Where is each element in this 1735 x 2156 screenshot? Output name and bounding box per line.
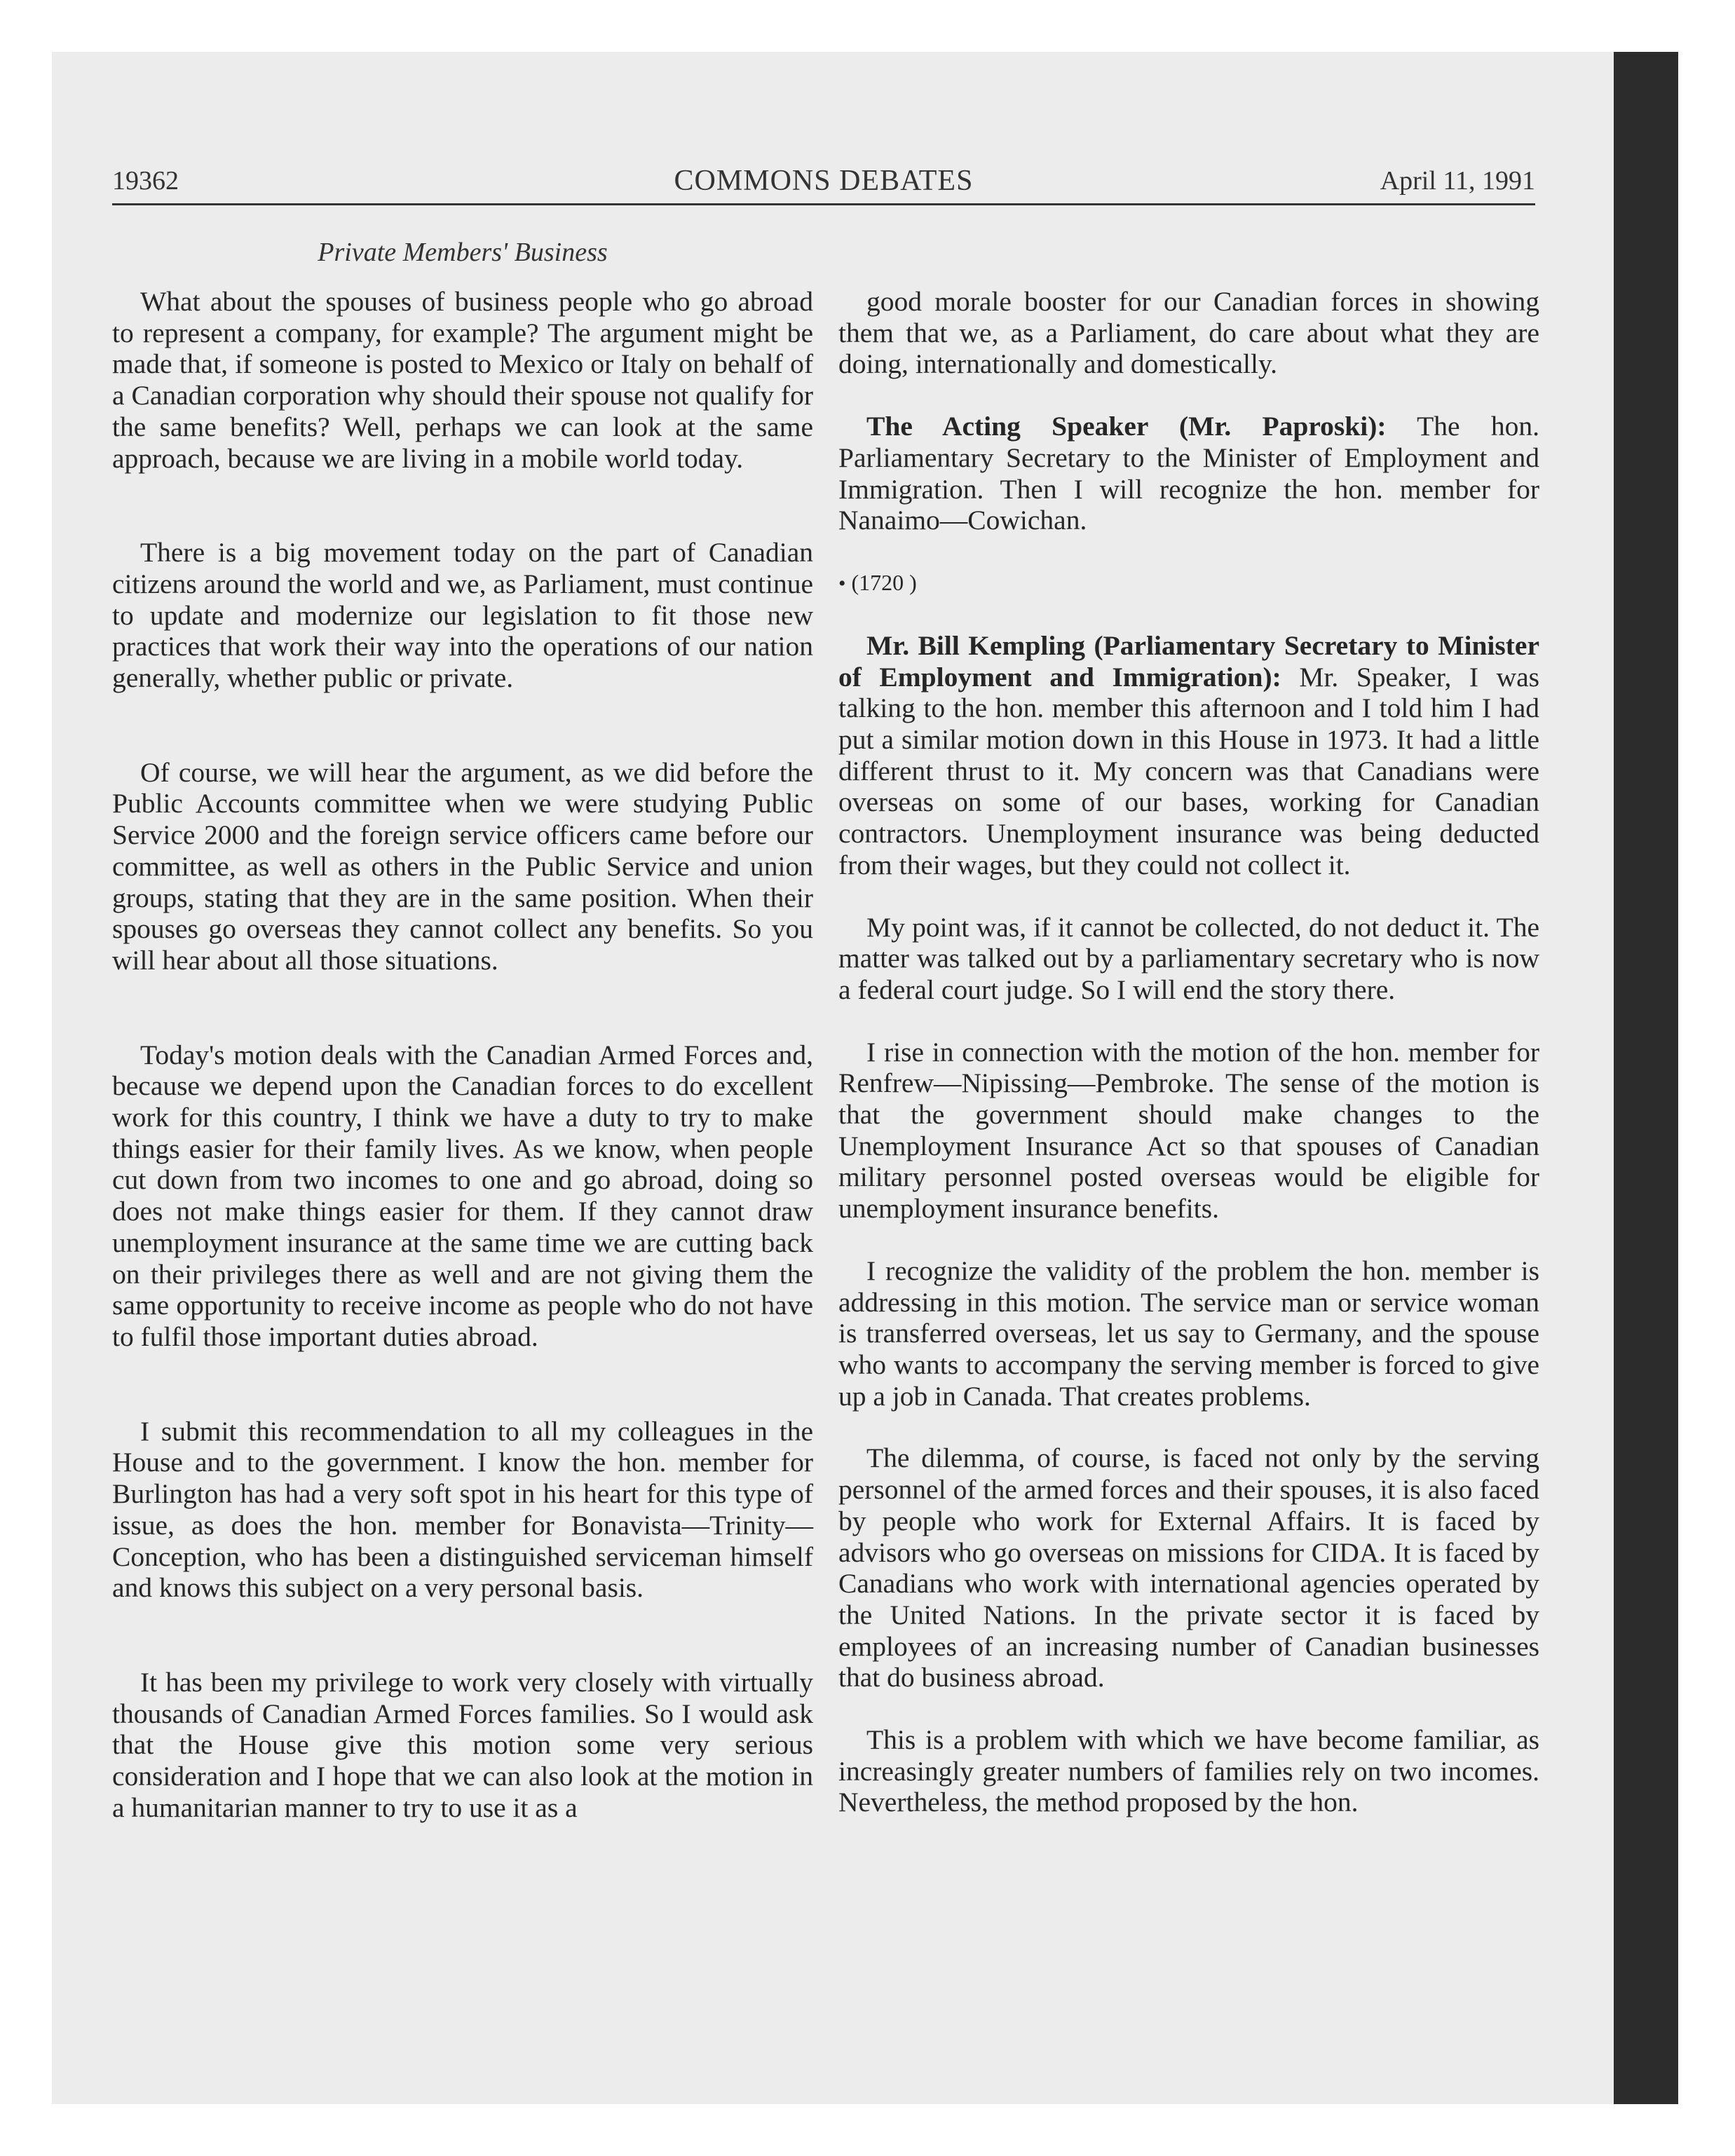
speaker-text: Mr. Speaker, I was talking to the hon. member this afternoon and I told him I had put a similar motion down in this House in 1973. It had a little different thrust to it. My concern was that Canadians were overseas on some of our bases, working for Canadian contractors. Unemployment insurance was being deducted from their wages, but they could not collect it. (838, 661, 1539, 880)
paragraph: It has been my privilege to work very closely with virtually thousands of Canadian Armed Forces families. So I would ask that the House give this motion some very serious consideration and I hope that we can also look at the motion in a humanitarian manner to try to use it as a (112, 1666, 813, 1823)
page-header (112, 161, 1535, 203)
publication-title: COMMONS DEBATES (674, 165, 974, 197)
speaker-text: The hon. Parliamentary Secretary to the Minister of Employment and Immigration. Then I will recognize the hon. member for Nanaimo—Cowichan. (838, 411, 1539, 536)
header-rule (112, 203, 1535, 205)
paragraph: This is a problem with which we have become familiar, as increasingly greater numbers of families rely on two incomes. Nevertheless, the method proposed by the hon. (838, 1724, 1539, 1818)
speaker-paragraph (838, 630, 1539, 881)
section-title: Private Members' Business (318, 238, 608, 267)
bullet-icon: • (838, 571, 846, 595)
time-marker (838, 567, 1539, 599)
paragraph: I rise in connection with the motion of the hon. member for Renfrew—Nipissing—Pembroke. The sense of the motion is that the government should make changes to the Unemployment Insurance Act so that spouses of Canadian military personnel posted overseas would be eligible for unemployment insurance benefits. (838, 1036, 1539, 1224)
paragraph: good morale booster for our Canadian forces in showing them that we, as a Parliament, do care about what they are doing, internationally and domestically. (838, 286, 1539, 380)
paragraph: There is a big movement today on the part of Canadian citizens around the world and we, as Parliament, must continue to update and modernize our legislation to fit those new practices that work their way into the operations of our nation generally, whether public or private. (112, 537, 813, 694)
left-column (112, 286, 813, 1854)
paragraph: Of course, we will hear the argument, as we did before the Public Accounts committee when we were studying Public Service 2000 and the foreign service officers came before our committee, as well as others in the Public Service and union groups, stating that they are in the same position. When their spouses go overseas they cannot collect any benefits. So you will hear about all those situations. (112, 756, 813, 976)
speaker-name: Mr. Bill Kempling (Parliamentary Secretary to Minister of Employment and Immigration): (838, 629, 1539, 692)
scan-edge-shadow (1614, 52, 1678, 2104)
page-date: April 11, 1991 (1380, 166, 1535, 196)
speaker-name: The Acting Speaker (Mr. Paproski): (866, 411, 1387, 442)
paragraph: What about the spouses of business people who go abroad to represent a company, for example? The argument might be made that, if someone is posted to Mexico or Italy on behalf of a Canadian corporation why should their spouse not qualify for the same benefits? Well, perhaps we can look at the same approach, because we are living in a mobile world today. (112, 286, 813, 474)
paragraph: My point was, if it cannot be collected, do not deduct it. The matter was talked out by a parliamentary secretary who is now a federal court judge. So I will end the story there. (838, 911, 1539, 1005)
paragraph: I recognize the validity of the problem the hon. member is addressing in this motion. The service man or service woman is transferred overseas, let us say to Germany, and the spouse who wants to accompany the serving member is forced to give up a job in Canada. That creates problems. (838, 1255, 1539, 1412)
paragraph: The dilemma, of course, is faced not only by the serving personnel of the armed forces and their spouses, it is also faced by people who work for External Affairs. It is faced by advisors who go overseas on missions for CIDA. It is faced by Canadians who work with international agencies operated by the United Nations. In the private sector it is faced by employees of an increasing number of Canadian businesses that do business abroad. (838, 1442, 1539, 1693)
paragraph: Today's motion deals with the Canadian Armed Forces and, because we depend upon the Canadian forces to do excellent work for this country, I think we have a duty to try to make things easier for their family lives. As we know, when people cut down from two incomes to one and go abroad, doing so does not make things easier for them. If they cannot draw unemployment insurance at the same time we are cutting back on their privileges there as well and are not giving them the same opportunity to receive income as people who do not have to fulfil those important duties abroad. (112, 1039, 813, 1352)
paragraph: I submit this recommendation to all my colleagues in the House and to the government. I know the hon. member for Burlington has had a very soft spot in his heart for this type of issue, as does the hon. member for Bonavista—Trinity—Conception, who has been a distinguished serviceman himself and knows this subject on a very personal basis. (112, 1415, 813, 1604)
page-number: 19362 (112, 166, 179, 196)
right-column (838, 286, 1539, 1849)
speaker-paragraph (838, 411, 1539, 536)
time-marker-text: (1720 ) (851, 569, 917, 595)
